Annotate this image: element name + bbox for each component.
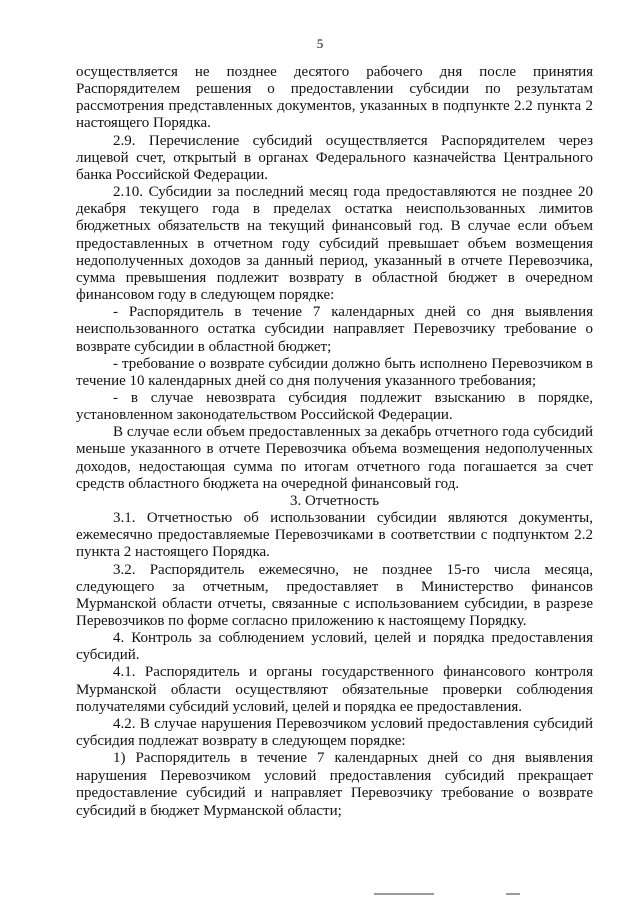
document-body <box>76 64 593 821</box>
page-number: 5 <box>316 36 324 51</box>
paragraph-4-2: 4.2. В случае нарушения Перевозчиком условий предоставления субсидий субсидия подлежат возврату в следующем порядке: <box>76 715 593 750</box>
paragraph-4-1: 4.1. Распорядитель и органы государственного финансового контроля Мурманской области осуществляют обязательные проверки соблюдения получателями субсидий условий, целей и порядка ее предоставления. <box>76 664 593 715</box>
scan-artifact-line <box>506 893 520 895</box>
paragraph-2-10: 2.10. Субсидии за последний месяц года предоставляются не позднее 20 декабря текущего года в пределах остатка неиспользованных лимитов бюджетных обязательств на текущий финансовый год. В случае если объем предоставленных в отчетном году субсидий превышает объем возмещения недополученных доходов за данный период, указанный в отчете Перевозчика, сумма превышения подлежит возврату в областной бюджет в очередном финансовом году в следующем порядке: <box>76 184 593 304</box>
paragraph-continuation: осуществляется не позднее десятого рабочего дня после принятия Распорядителем решения о предоставлении субсидии по результатам рассмотрения представленных документов, указанных в подпункте 2.2 пункта 2 настоящего Порядка. <box>76 64 593 132</box>
scan-artifact-line <box>374 893 434 895</box>
section-heading-control: 4. Контроль за соблюдением условий, целей и порядка предоставления субсидий. <box>76 630 593 664</box>
section-heading-reporting: 3. Отчетность <box>289 492 380 509</box>
paragraph-december-shortfall: В случае если объем предоставленных за декабрь отчетного года субсидий меньше указанного в отчете Перевозчика объема возмещения недополученных доходов, недостающая сумма по итогам отчетного года погашается за счет средств областного бюджета на очередной финансовый год. <box>76 424 593 492</box>
paragraph-2-9: 2.9. Перечисление субсидий осуществляется Распорядителем через лицевой счет, открытый в органах Федерального казначейства Центрального банка Российской Федерации. <box>76 132 593 183</box>
list-item-recovery: - в случае невозврата субсидия подлежит взысканию в порядке, установленном законодательством Российской Федерации. <box>76 389 593 424</box>
paragraph-3-1: 3.1. Отчетностью об использовании субсидии являются документы, ежемесячно предоставляемые Перевозчиками в соответствии с подпунктом 2.2 пункта 2 настоящего Порядка. <box>76 510 593 561</box>
list-item-1: 1) Распорядитель в течение 7 календарных дней со дня выявления нарушения Перевозчиком условий предоставления субсидий прекращает предоставление субсидий и направляет Перевозчику требование о возврате субсидий в бюджет Мурманской области; <box>76 750 593 820</box>
list-item-request-deadline: - требование о возврате субсидии должно быть исполнено Перевозчиком в течение 10 календарных дней со дня получения указанного требования; <box>76 355 593 389</box>
list-item-return-request: - Распорядитель в течение 7 календарных дней со дня выявления неиспользованного остатка субсидии направляет Перевозчику требование о возврате субсидии в областной бюджет; <box>76 304 593 355</box>
paragraph-3-2: 3.2. Распорядитель ежемесячно, не позднее 15-го числа месяца, следующего за отчетным, предоставляет в Министерство финансов Мурманской области отчеты, связанные с использованием субсидии, в разрезе Перевозчиков по форме согласно приложению к настоящему Порядку. <box>76 561 593 629</box>
